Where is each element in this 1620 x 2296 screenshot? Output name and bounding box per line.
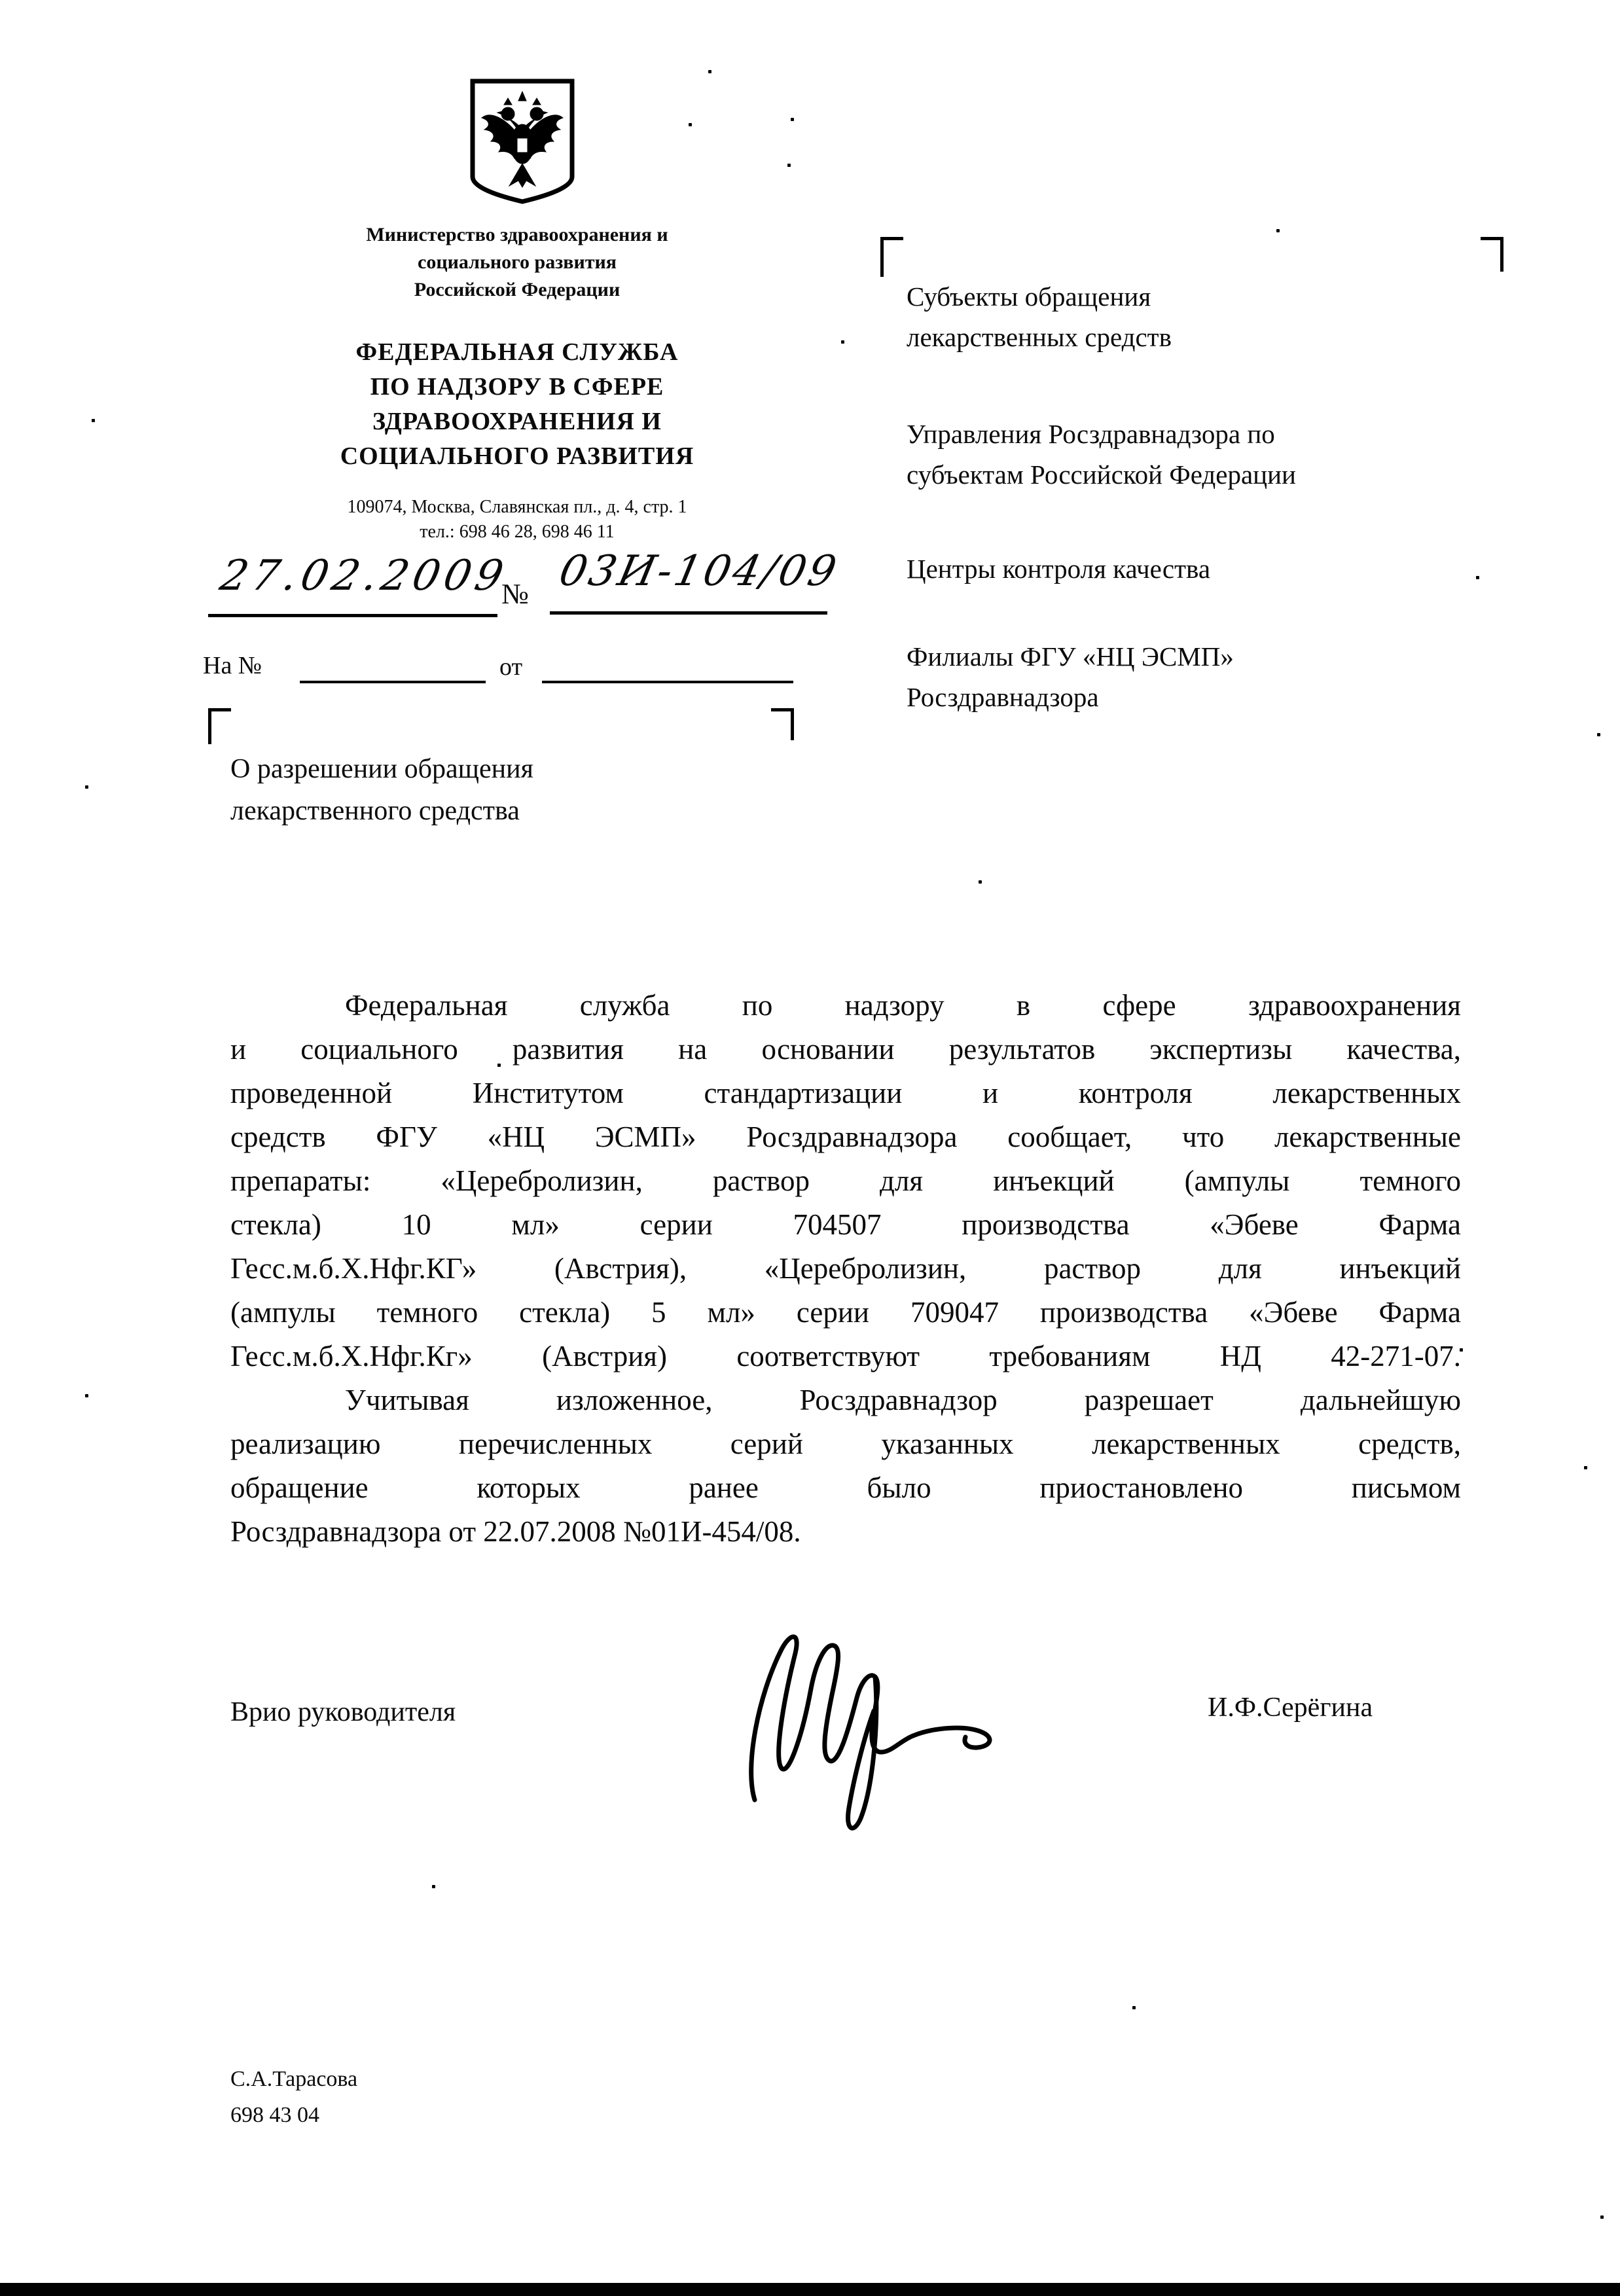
corner-mark-subject-left xyxy=(208,708,231,744)
addressee-group-subjects xyxy=(907,276,1509,357)
date-underline xyxy=(208,614,497,617)
executor-phone: 698 43 04 xyxy=(230,2103,319,2127)
service-line: ПО НАДЗОРУ В СФЕРЕ xyxy=(370,373,664,401)
addressee-line: Управления Росздравнадзора по xyxy=(907,419,1275,449)
corner-mark-addressee-right xyxy=(1481,237,1503,272)
subject-block xyxy=(230,748,819,832)
signer-name: И.Ф.Серёгина xyxy=(1208,1693,1373,1723)
reply-to-number-label: На № xyxy=(203,652,262,679)
subject-line: О разрешении обращения xyxy=(230,754,533,784)
body-line: стекла) 10 мл» серии 704507 производства «Эбеве Фарма xyxy=(230,1208,1461,1241)
body-line: Росздравнадзора от 22.07.2008 №01И-454/08. xyxy=(230,1515,801,1548)
body-line: обращение которых ранее было приостановлено письмом xyxy=(230,1471,1461,1504)
federal-service-title xyxy=(262,335,772,474)
scan-artifact-bar xyxy=(0,2283,1620,2296)
addressee-line: Филиалы ФГУ «НЦ ЭСМП» xyxy=(907,641,1234,672)
executor-name: С.А.Тарасова xyxy=(230,2067,358,2091)
addressee-group-departments xyxy=(907,414,1509,495)
ministry-line: Министерство здравоохранения и xyxy=(366,224,668,245)
body-line: (ампулы темного стекла) 5 мл» серии 709047 производства «Эбеве Фарма xyxy=(230,1296,1461,1329)
addressee-line: Центры контроля качества xyxy=(907,554,1211,584)
body-line: Гесс.м.б.Х.Нфг.КГ» (Австрия), «Церебролизин, раствор для инъекций xyxy=(230,1252,1461,1285)
ministry-line: Российской Федерации xyxy=(414,279,621,300)
subject-line: лекарственного средства xyxy=(230,796,520,826)
corner-mark-subject-right xyxy=(771,708,794,740)
reply-from-label: от xyxy=(499,653,523,681)
signer-position: Врио руководителя xyxy=(230,1697,456,1727)
body-line: проведенной Институтом стандартизации и контроля лекарственных xyxy=(230,1077,1461,1109)
body-line: препараты: «Церебролизин, раствор для инъекций (ампулы темного xyxy=(230,1164,1461,1197)
number-underline xyxy=(550,611,827,615)
body-line: Федеральная служба по надзору в сфере здравоохранения xyxy=(345,989,1461,1022)
body-line: Учитывая изложенное, Росздравнадзор разрешает дальнейшую xyxy=(345,1384,1461,1416)
corner-mark-addressee-left xyxy=(880,237,903,277)
addressee-line: лекарственных средств xyxy=(907,322,1172,352)
service-line: ЗДРАВООХРАНЕНИЯ И xyxy=(372,408,662,435)
body-line: и социального развития на основании результатов экспертизы качества, xyxy=(230,1033,1461,1066)
reply-number-blank-line xyxy=(300,681,486,683)
service-line: СОЦИАЛЬНОГО РАЗВИТИЯ xyxy=(340,442,694,470)
body-line: Гесс.м.б.Х.Нфг.Кг» (Австрия) соответствуют требованиям НД 42-271-07. xyxy=(230,1340,1461,1372)
service-line: ФЕДЕРАЛЬНАЯ СЛУЖБА xyxy=(355,338,679,366)
addressee-line: субъектам Российской Федерации xyxy=(907,459,1296,490)
letter-body xyxy=(230,984,1461,1554)
body-line: реализацию перечисленных серий указанных лекарственных средств, xyxy=(230,1427,1461,1460)
russian-coat-of-arms-icon xyxy=(466,77,579,206)
ministry-block xyxy=(288,221,746,304)
handwritten-date: 27.02.2009 xyxy=(216,552,513,600)
postal-address: 109074, Москва, Славянская пл., д. 4, стр. 1 xyxy=(347,497,687,517)
handwritten-signature xyxy=(704,1590,1031,1839)
ministry-line: социального развития xyxy=(418,251,617,273)
reply-date-blank-line xyxy=(542,681,793,683)
addressee-line: Субъекты обращения xyxy=(907,281,1151,312)
scan-speckles xyxy=(708,70,711,73)
handwritten-outgoing-number: 03И-104/09 xyxy=(555,547,843,596)
addressee-group-branches xyxy=(907,636,1509,717)
phone-line: тел.: 698 46 28, 698 46 11 xyxy=(420,522,615,542)
number-sign: № xyxy=(501,578,529,610)
addressee-group-quality-centers xyxy=(907,548,1509,589)
addressee-line: Росздравнадзора xyxy=(907,682,1099,712)
body-line: средств ФГУ «НЦ ЭСМП» Росздравнадзора сообщает, что лекарственные xyxy=(230,1121,1461,1153)
